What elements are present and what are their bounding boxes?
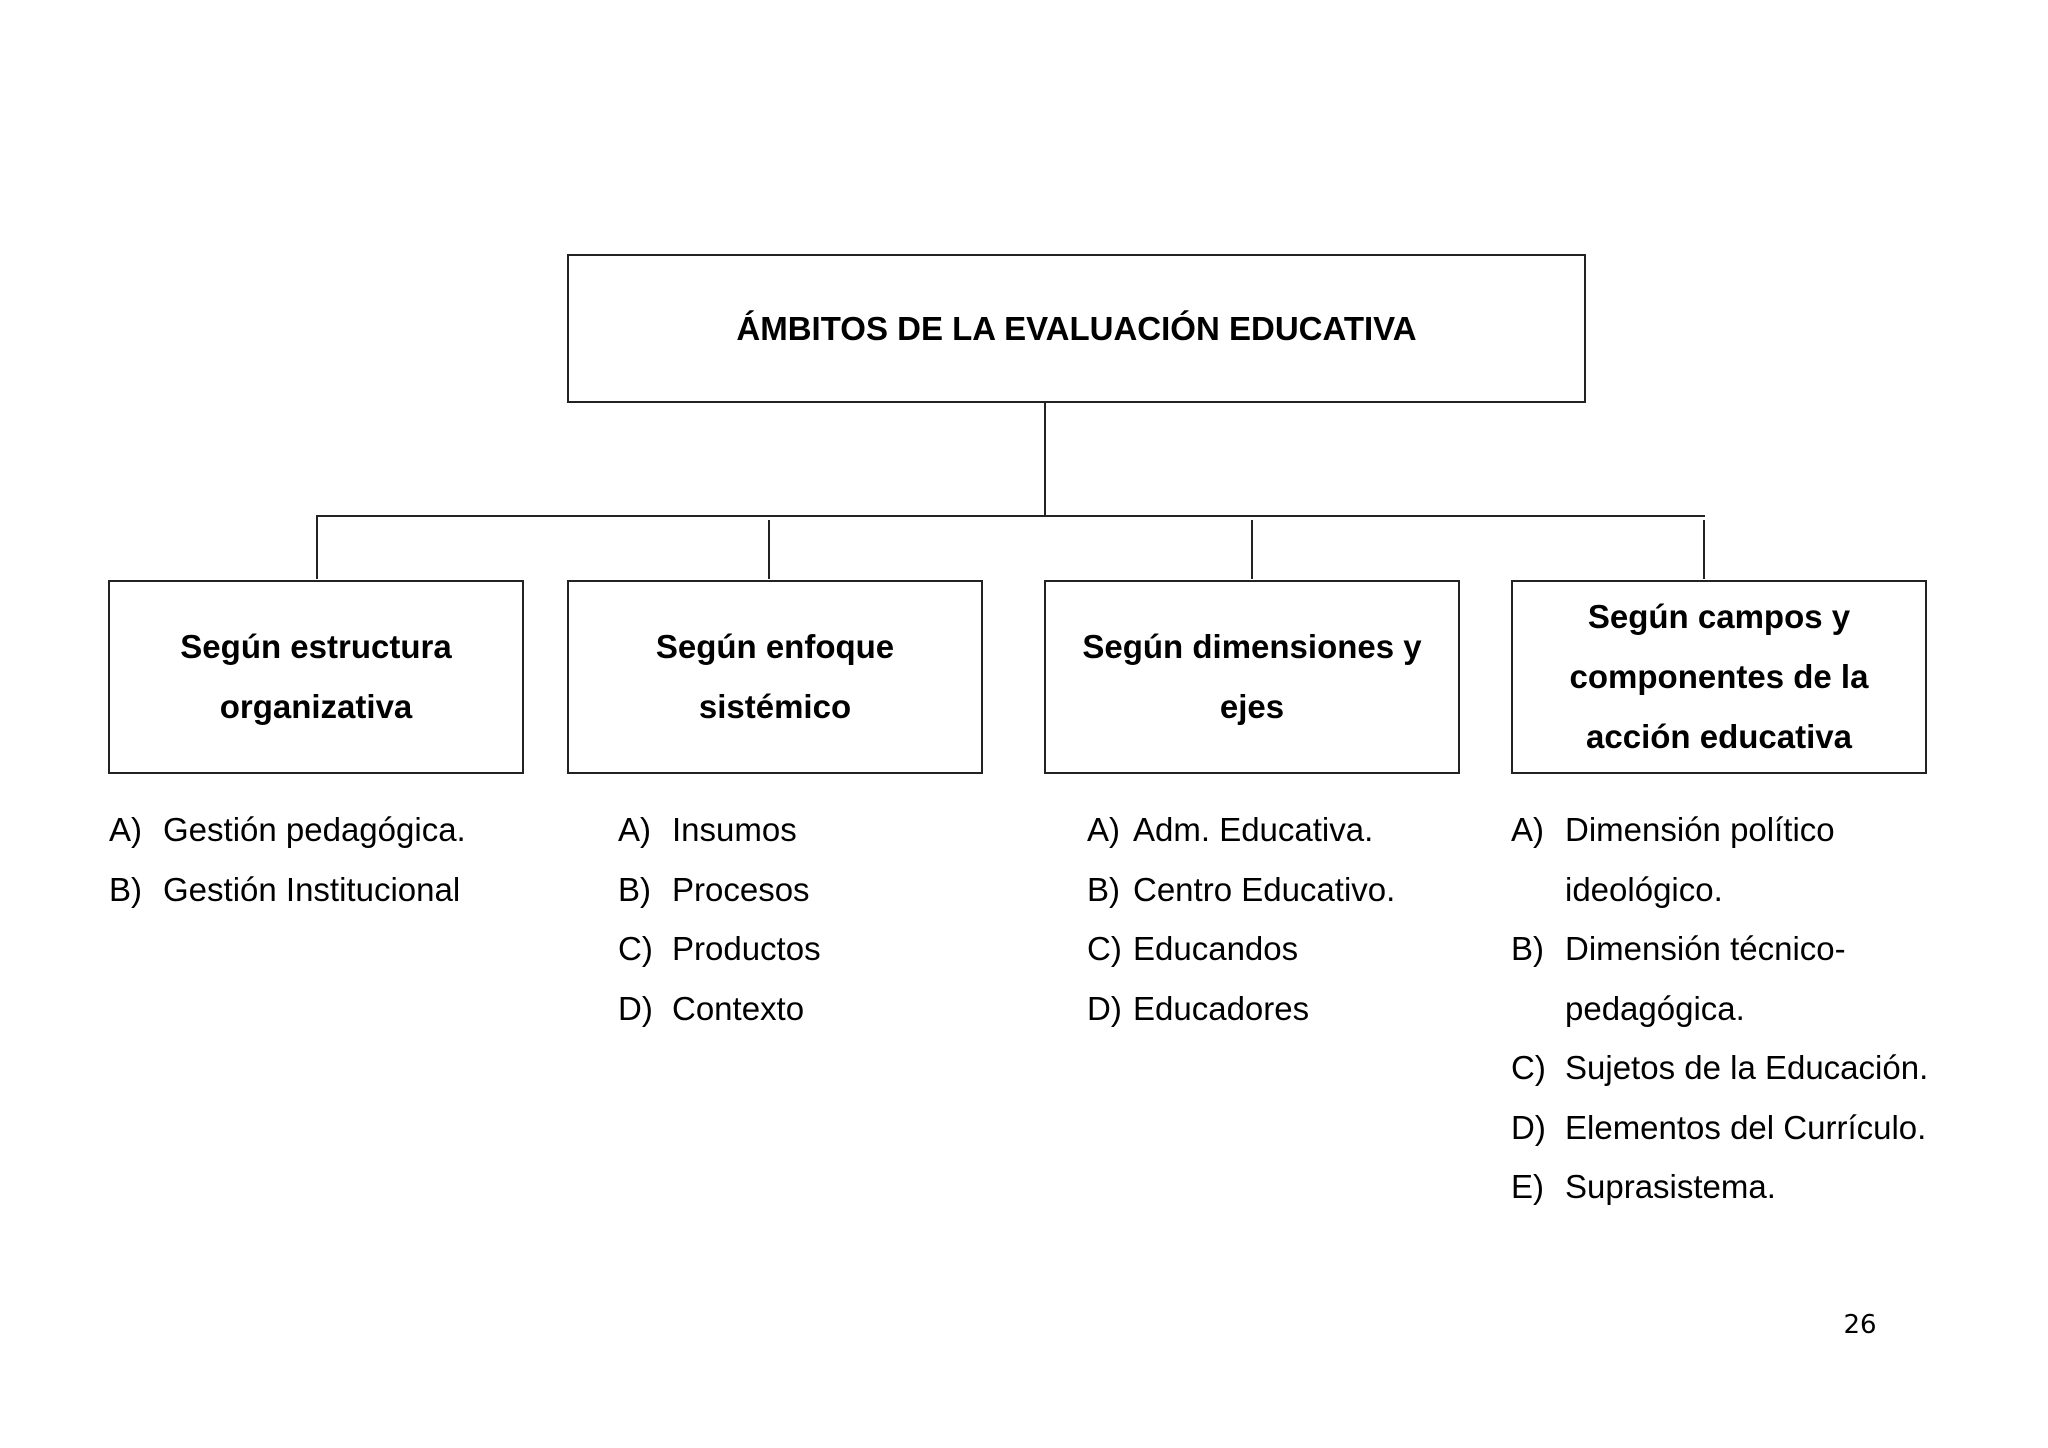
category-box-estructura — [108, 580, 524, 774]
category-title-line: Según campos y — [1587, 598, 1851, 635]
list-item — [618, 860, 998, 920]
list-item — [618, 919, 998, 979]
item-text: Dimensión político ideológico. — [1565, 811, 1835, 908]
items-list-enfoque — [618, 800, 998, 1038]
item-marker: A) — [1087, 811, 1120, 848]
category-title-line: ejes — [1219, 688, 1285, 725]
item-marker: C) — [618, 930, 653, 967]
item-text: Insumos — [672, 811, 797, 848]
branch-line-2 — [768, 520, 770, 579]
item-text: Adm. Educativa. — [1133, 811, 1374, 848]
category-title-line: Según enfoque — [655, 628, 895, 665]
list-item — [618, 800, 998, 860]
item-marker: D) — [1087, 989, 1122, 1027]
list-item — [1087, 800, 1507, 860]
item-marker: B) — [1511, 930, 1544, 967]
item-marker: D) — [618, 989, 653, 1027]
item-marker: A) — [1511, 811, 1544, 848]
item-text: Procesos — [672, 870, 810, 908]
category-title-line: organizativa — [219, 688, 413, 725]
item-text: Sujetos de la Educación. — [1565, 1049, 1929, 1086]
branch-line-4 — [1703, 520, 1705, 579]
item-marker: C) — [1087, 930, 1122, 967]
list-item — [1087, 860, 1507, 920]
items-list-campos — [1511, 800, 1951, 1217]
list-item — [1511, 1038, 1951, 1098]
item-marker: D) — [1511, 1108, 1546, 1146]
list-item — [109, 800, 529, 860]
category-box-campos — [1511, 580, 1927, 774]
item-marker: B) — [109, 870, 142, 908]
item-marker: B) — [1087, 870, 1120, 908]
item-marker: B) — [618, 870, 651, 908]
items-list-estructura — [109, 800, 529, 919]
item-text: Centro Educativo. — [1133, 870, 1396, 908]
item-marker: A) — [109, 811, 142, 848]
item-text: Gestión pedagógica. — [163, 811, 466, 848]
category-title-line: sistémico — [698, 688, 852, 725]
category-box-enfoque — [567, 580, 983, 774]
item-text: Educadores — [1133, 989, 1310, 1027]
list-item — [109, 860, 529, 920]
list-item — [1087, 919, 1507, 979]
list-item — [1087, 979, 1507, 1039]
items-list-dimensiones — [1087, 800, 1507, 1038]
item-text: Contexto — [672, 989, 805, 1027]
item-marker: E) — [1511, 1168, 1544, 1205]
category-title-line: componentes de la — [1569, 658, 1869, 695]
root-node-box — [567, 254, 1586, 403]
item-text: Gestión Institucional — [163, 870, 461, 908]
item-text: Suprasistema. — [1565, 1168, 1776, 1205]
item-marker: A) — [618, 811, 651, 848]
item-marker: C) — [1511, 1049, 1546, 1086]
list-item — [618, 979, 998, 1039]
list-item — [1511, 1157, 1951, 1217]
list-item — [1511, 919, 1951, 1038]
list-item — [1511, 1098, 1951, 1158]
item-text: Educandos — [1133, 930, 1299, 967]
item-text: Dimensión técnico-pedagógica. — [1565, 930, 1846, 1027]
item-text: Productos — [672, 930, 821, 967]
category-title-line: Según dimensiones y — [1082, 628, 1422, 665]
category-box-dimensiones — [1044, 580, 1460, 774]
page-number: 26 — [1843, 1310, 1877, 1340]
category-title-line: Según estructura — [180, 628, 452, 665]
item-text: Elementos del Currículo. — [1565, 1108, 1927, 1146]
branch-line-3 — [1251, 520, 1253, 579]
diagram-title: ÁMBITOS DE LA EVALUACIÓN EDUCATIVA — [736, 309, 1417, 347]
list-item — [1511, 800, 1951, 919]
category-title-line: acción educativa — [1586, 718, 1852, 755]
horizontal-connector-line — [316, 515, 1705, 517]
root-stem-line — [1044, 403, 1046, 517]
branch-line-1 — [316, 517, 318, 579]
